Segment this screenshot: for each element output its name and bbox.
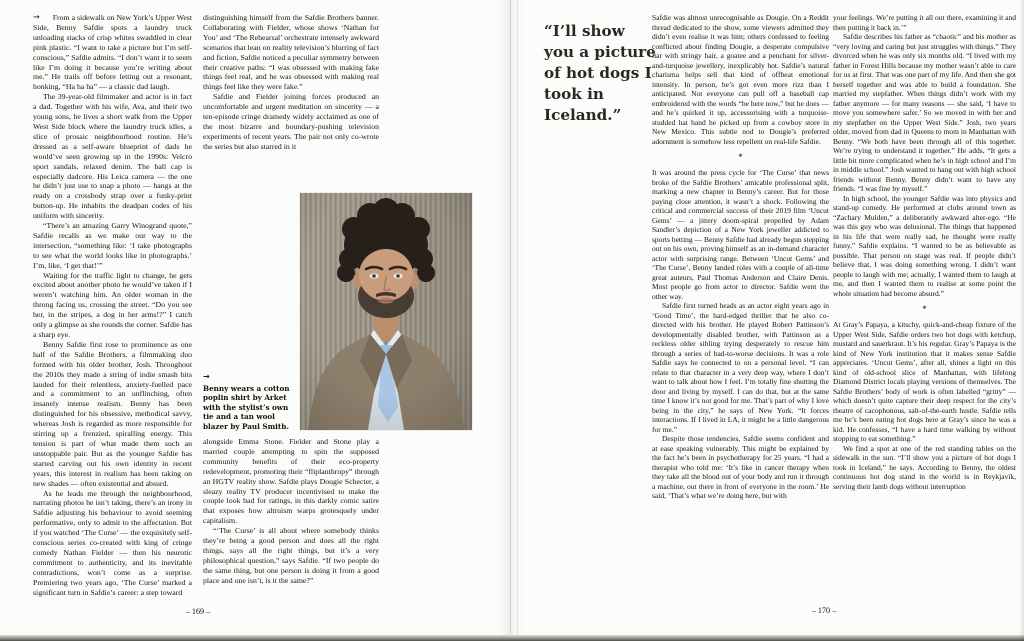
body-paragraph: Safdie first turned heads as an actor eight years ago in ‘Good Time’, the hard-edged thriller that he also co-directed with his brother. He played Robert Pattinson’s developmentally disabled brother, with Pattinson as a reckless older sibling trying desperately to rescue him through a series of bad-to-worse decisions. It was a role Safdie says he connected to on a personal level. “I can relate to that character in a very deep way, where I don’t want to talk about how I feel. I’m totally fine shutting the door and living by myself. I can do that, but at the same time I know it’s not good for me. That’s part of why I love being in the city,” he says of New York. “It forces interactions. If I lived in LA, it might be a little dangerous for me.” bbox=[652, 301, 829, 434]
body-paragraph: It was around the press cycle for ‘The Curse’ that news broke of the Safdie Brothers’ amicable professional split, marking a new chapter in Benny’s career. But for those paying close attention, it wasn’t a shock. Following the critical and commercial success of their 2019 film ‘Uncut Gems’ — a jittery doom-spiral propelled by Adam Sandler’s depiction of a New York jeweller addicted to sports betting — Benny Safdie had already begun stepping out on his own, proving himself as an in-demand character actor with surprising range. Between ‘Uncut Gems’ and ‘The Curse’, Benny landed roles with a couple of all-time great auteurs, Paul Thomas Anderson and Claire Denis. Most people go from actor to director. Safdie went the other way. bbox=[652, 168, 829, 301]
body-paragraph: alongside Emma Stone. Fielder and Stone play a married couple attempting to spin the supposed community benefits of their eco-property redevelopment, promoting their “fliplanthropy” through an HGTV reality show. Safdie plays Dougie Schecter, a sleazy reality TV producer incentivised to make the couple look bad for ratings, in this darkly comic satire that exposes how altruism warps grotesquely under capitalism. bbox=[203, 437, 379, 526]
pull-quote: “I’ll show you a picture of hot dogs I took in Iceland.” bbox=[544, 22, 656, 124]
section-break-asterisk: * bbox=[738, 152, 743, 162]
photo-caption bbox=[203, 372, 296, 432]
caption-text: Benny wears a cotton poplin shirt by Arket with the stylist’s own tie and a tan wool blazer by Paul Smith. bbox=[203, 383, 290, 431]
arrow-right-icon: → bbox=[33, 13, 40, 22]
page-gutter bbox=[498, 0, 528, 641]
body-paragraph: distinguishing himself from the Safdie Brothers banner. Collaborating with Fielder, whose shows ‘Nathan for You’ and ‘The Rehearsal’ orchestrate intensely awkward scenarios that lean on reality television’s blurring of fact and fiction, Safdie noticed a peculiar symmetry between their creative paths: “I was obsessed with making fake things feel real, and he was obsessed with making real things feel like they were fake.” bbox=[203, 13, 379, 92]
body-paragraph: The 39-year-old filmmaker and actor is in fact a dad. Together with his wife, Ava, and their two young sons, he lives a short walk from the Upper West Side block where the laundry truck idles, a slice of prosaic neighbourhood routine. He’s dressed as a self-aware blueprint of dads he would’ve seen growing up in the 1990s: Velcro sport sandals, relaxed denim. The ball cap is especially dadcore. His Leica camera — the one he didn’t just use to snap a photo — hangs at the ready on a crossbody strap over a funky-print button-up. He inhabits the deadpan codes of his uniform with sincerity. bbox=[33, 92, 192, 221]
body-paragraph: Waiting for the traffic light to change, he gets excited about another photo he would’ve taken if I weren’t watching him. An older woman in the throng facing us, crossing the street. “Do you see her, in the stripes, a dog in her arms!?” I catch only a glimpse as she rounds the corner. Safdie has a sharp eye. bbox=[33, 270, 192, 339]
paragraph-text: From a sidewalk on New York’s Upper West Side, Benny Safdie spots a laundry truck unloading stacks of crisp whites swaddled in clear pink plastic. “I want to take a picture but I’m self-conscious,” Safdie admits. “I don’t want it to seem like I’m doing it because you’re writing about me.” He trails off before letting out a resonant, honking, “Ha ha ha” — a classic dad laugh. bbox=[33, 13, 192, 92]
arrow-right-icon: → bbox=[203, 372, 210, 381]
gutter-line bbox=[510, 0, 511, 636]
body-paragraph: Safdie describes his father as “chaotic” and his mother as “very loving and caring but just struggles with things.” They divorced when he was only six months old. “I lived with my father in Forest Hills because my mother wasn’t able to care for us at first. That was one part of my life. And then she got herself together and was able to build a foundation. She married my stepfather. When things didn’t work with my father anymore — for many reasons — she said, ‘I have to move you somewhere safer.’ So we moved in with her and my stepfather on the Upper West Side.” Josh, two years older, moved from dad in Queens to mom in Manhattan with Benny. “We both have been through all of this together. We’re trying to understand it together.” He adds, “It gets a little bit more complicated when he’s in high school and I’m in middle school.” Josh wanted to hang out with high school friends without Benny. Benny didn’t want to have any friends. “I was fine by myself.” bbox=[833, 32, 1016, 193]
body-paragraph: your feelings. We’re putting it all out there, examining it and then putting it back in.’” bbox=[833, 13, 1016, 32]
portrait-photo bbox=[300, 193, 472, 430]
body-paragraph bbox=[33, 13, 192, 92]
body-paragraph: Safdie was almost unrecognisable as Dougie. On a Reddit thread dedicated to the show, some viewers admitted they didn’t even realise it was him; others confessed to feeling conflicted about finding Dougie, a desperate compulsive liar with stringy hair, a goatee and a penchant for silver-and-turquoise jewellery, inexplicably hot. Safdie’s natural charisma helps sell that kind of offbeat emotional intensity. In person, he’s got even more rizz than I anticipated. Not everyone can pull off a baseball cap embroidered with the words “be here now,” but he does — and he’s quirked it up, accessorising with a turquoise-studded hat band he picked up from a cowboy store in New Mexico. This subtle nod to Dougie’s preferred adornment is somehow less repellent on real-life Safdie. bbox=[652, 13, 829, 146]
left-column-2-bottom bbox=[203, 437, 379, 617]
body-paragraph: We find a spot at one of the red standing tables on the sidewalk in the sun. “I’ll show you a picture of hot dogs I took in Iceland,” he says. According to Benny, the oldest continuous hot dog stand in the world is in Reykjavík, serving their lamb dogs without interruption bbox=[833, 443, 1016, 491]
section-break-asterisk: * bbox=[922, 304, 927, 314]
body-paragraph: As he leads me through the neighbourhood, narrating photos he isn’t taking, there’s an irony in Safdie adjusting his behaviour to avoid seeming performative, only to admit to the affectation. But if you watched ‘The Curse’ — the exquisitely self-conscious series co-created with king of cringe comedy Nathan Fielder — then his neurotic commitment to authenticity, and its inevitable contradictions, won’t come as a surprise. Premiering two years ago, ‘The Curse’ marked a significant turn in Safdie’s career: a step toward bbox=[33, 488, 192, 597]
page-right-edge bbox=[1019, 0, 1024, 641]
body-paragraph: “There’s an amazing Garry Winogrand quote,” Safdie recalls as we make our way to the intersection, “something like: ‘I take photographs to see what the world looks like in photographs.’ I’m, like, ‘I get that!’” bbox=[33, 221, 192, 270]
page-number-left: – 169 – bbox=[185, 607, 211, 616]
page-number-right: – 170 – bbox=[811, 606, 837, 615]
gutter-line bbox=[517, 0, 518, 636]
page-bottom-edge bbox=[0, 635, 1024, 641]
body-paragraph: Benny Safdie first rose to prominence as one half of the Safdie Brothers, a filmmaking duo formed with his older brother, Josh. Throughout the 2010s they made a string of indie smash hits lauded for their relentless, anxiety-fuelled pace and a commitment to an unflinching, often insanely intense realism. Benny has been distinguished for his obsessive, methodical savvy, whereas Josh is regarded as more responsible for stirring up a frenzied, spiralling energy. This tension is part of what made them such an unstoppable pair. But as the younger Safdie has started carving out his own identity in recent years, this interest in realism has been taking on new shades — often existential and absurd. bbox=[33, 339, 192, 488]
portrait-illustration bbox=[300, 193, 472, 430]
right-column-2 bbox=[833, 13, 1016, 623]
body-paragraph: In high school, the younger Safdie was into physics and stand-up comedy. He performed at clubs around town as “Zachary Mulden,” a deliberately awkward alter-ego. “He was this guy who was delusional. The things that happened in his life that were really sad, he thought were really funny,” Safdie explains. “I wanted to be as believable as possible. That person on stage was real. If people didn’t believe that, I was doing something wrong. I didn’t want people to laugh with me; actually, I wanted them to laugh at me, and then I wanted them to realise at some point the whole situation had become absurd.” bbox=[833, 193, 1016, 298]
left-column-1 bbox=[33, 13, 192, 615]
left-column-2-top bbox=[203, 13, 379, 190]
body-paragraph: Despite those tendencies, Safdie seems confident and at ease speaking vulnerably. This might be explained by the fact he’s been in psychotherapy for 25 years. “I had a therapist who told me: ‘It’s like in cancer therapy when they take all the blood out of your body and run it through a machine, out there in front of everyone in the room.’ He said, ‘That’s what we’re doing here, but with bbox=[652, 434, 829, 500]
body-paragraph: Safdie and Fielder joining forces produced an uncomfortable and urgent meditation on sincerity — a ten-episode cringe dramedy widely acclaimed as one of the most bizarre and boundary-pushing television experiments of recent years. The pair not only co-wrote the series but also starred in it bbox=[203, 92, 379, 151]
body-paragraph: “‘The Curse’ is all about where somebody thinks they’re being a good person and does all the right things, says all the right things, but it’s a very philosophical question,” says Safdie. “If two people do the same thing, but one person is doing it from a good place and one isn’t, is it the same?” bbox=[203, 526, 379, 585]
right-column-1 bbox=[652, 13, 829, 605]
body-paragraph: At Gray’s Papaya, a kitschy, quick-and-cheap fixture of the Upper West Side, Safdie orders two hot dogs with ketchup, mustard and sauerkraut. It’s his regular. Gray’s Papaya is the kind of New York institution that it makes sense Safdie appreciates. ‘Uncut Gems’, after all, shines a light on this kind of old-school slice of Manhattan, with lifelong Diamond District locals playing versions of themselves. The Safdie Brothers’ body of work is often labelled “gritty” — which doesn’t quite capture their deep respect for the city’s theatre of cacophonous, salt-of-the-earth hustle. Safdie tells me he’s been eating hot dogs here at Gray’s since he was a kid. He confesses, “I have a hard time walking by without stopping to eat something.” bbox=[833, 320, 1016, 443]
